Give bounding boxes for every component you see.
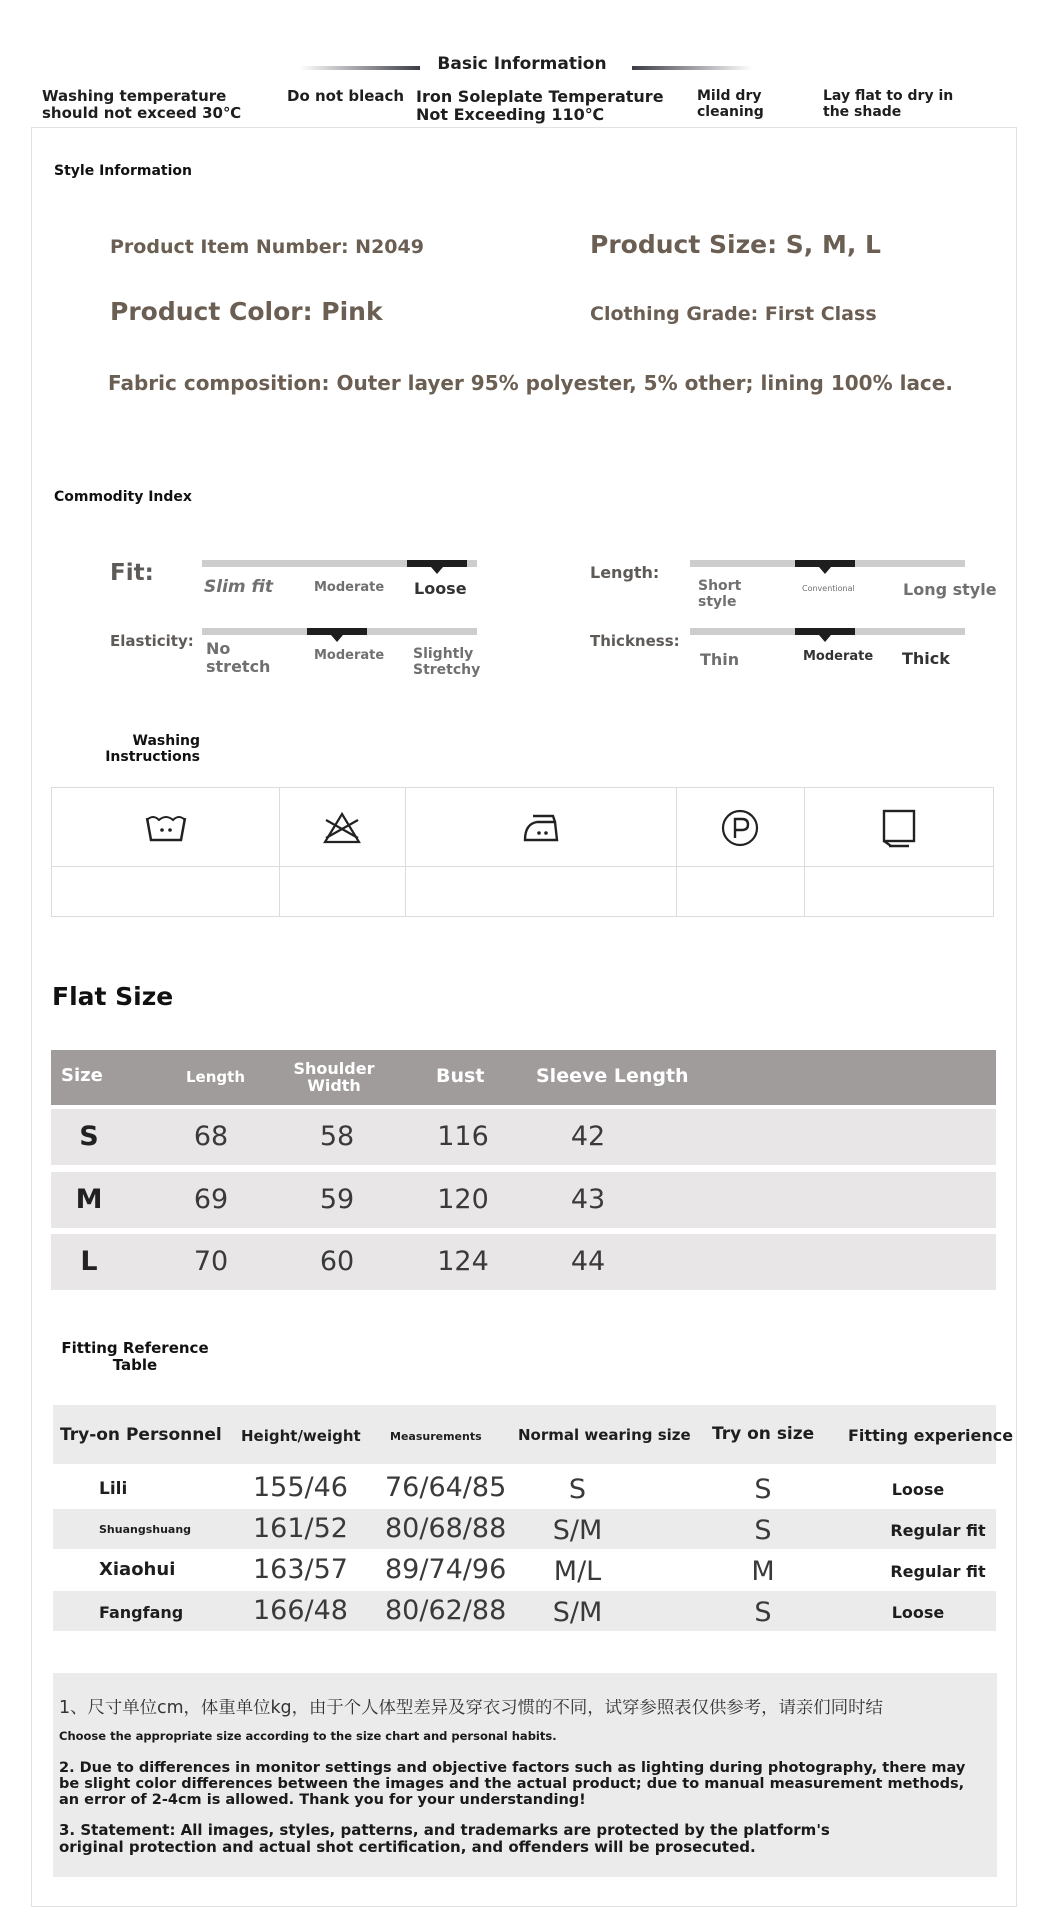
- elasticity-marker: [307, 628, 367, 635]
- thickness-option-thick: Thick: [902, 649, 950, 668]
- fit-cell-try-on-size: S: [754, 1515, 772, 1546]
- fit-cell-measurements: 89/74/96: [385, 1554, 507, 1585]
- product-size: Product Size: S, M, L: [590, 230, 881, 259]
- fit-cell-name: Xiaohui: [99, 1559, 176, 1580]
- wash-text-iron: Iron Soleplate Temperature Not Exceeding 110℃: [416, 87, 664, 125]
- fabric-composition: Fabric composition: Outer layer 95% polyester, 5% other; lining 100% lace.: [108, 371, 953, 395]
- flat-cell-sleeve: 42: [570, 1121, 606, 1152]
- elasticity-option-no-stretch: No stretch: [206, 639, 271, 677]
- fit-cell-experience: Loose: [891, 1480, 945, 1499]
- flat-cell-length: 69: [193, 1184, 229, 1215]
- flat-cell-size: L: [80, 1246, 98, 1277]
- fitting-row: [53, 1591, 996, 1631]
- flat-cell-size: S: [79, 1121, 99, 1152]
- fit-bar: [202, 560, 477, 567]
- commodity-index-label: Commodity Index: [54, 489, 192, 505]
- style-info-label: Style Information: [54, 163, 192, 179]
- fit-cell-experience: Regular fit: [890, 1521, 986, 1540]
- flat-cell-shoulder: 59: [319, 1184, 355, 1215]
- fit-header-personnel: Try-on Personnel: [60, 1425, 222, 1445]
- fitting-row: [53, 1509, 996, 1549]
- flat-cell-shoulder: 58: [319, 1121, 355, 1152]
- fit-option-slim: Slim fit: [204, 577, 274, 597]
- fit-cell-height-weight: 163/57: [253, 1554, 348, 1585]
- fit-cell-name: Fangfang: [99, 1603, 184, 1622]
- washing-divider: [52, 866, 993, 867]
- thickness-option-thin: Thin: [700, 650, 740, 669]
- flat-size-row: [51, 1172, 996, 1228]
- fitting-row: [53, 1550, 996, 1590]
- elasticity-option-moderate: Moderate: [314, 648, 385, 663]
- wash-text-dry-clean: Mild dry cleaning: [697, 88, 764, 121]
- dry-clean-cell: [676, 788, 805, 916]
- dry-flat-shade-icon: [877, 808, 921, 848]
- fit-cell-try-on-size: S: [754, 1597, 772, 1628]
- flat-cell-size: M: [75, 1184, 103, 1215]
- length-option-short: Short style: [698, 578, 742, 611]
- flat-size-title: Flat Size: [52, 982, 174, 1011]
- washing-table: [51, 787, 994, 917]
- fitting-title: Fitting Reference Table: [61, 1339, 209, 1374]
- fit-cell-measurements: 80/68/88: [385, 1513, 507, 1544]
- fit-cell-name: Lili: [99, 1479, 128, 1499]
- note-line-2: 2. Due to differences in monitor settings and objective factors such as lighting during photography, there may be slight color differences between the images and the actual product; due to manual measurement methods, an error of 2-4cm is allowed. Thank you for your understanding!: [59, 1760, 966, 1808]
- page-title: Basic Information: [437, 54, 607, 74]
- elasticity-label: Elasticity:: [110, 632, 194, 650]
- fit-cell-experience: Regular fit: [890, 1562, 986, 1581]
- fit-cell-try-on-size: S: [754, 1474, 772, 1505]
- fit-cell-normal-size: S/M: [552, 1515, 603, 1546]
- fit-cell-height-weight: 155/46: [253, 1472, 348, 1503]
- fit-option-loose: Loose: [414, 579, 467, 598]
- wash-cell: [52, 788, 280, 916]
- flat-cell-bust: 116: [437, 1121, 489, 1152]
- thickness-label: Thickness:: [590, 632, 680, 650]
- iron-icon: [519, 808, 563, 848]
- header-decor-right: [632, 66, 752, 70]
- flat-cell-length: 68: [193, 1121, 229, 1152]
- washing-label: Washing Instructions: [105, 733, 200, 766]
- thickness-marker: [795, 628, 855, 635]
- elasticity-bar: [202, 628, 477, 635]
- flat-size-header: [51, 1050, 996, 1105]
- fit-cell-experience: Loose: [891, 1603, 945, 1622]
- flat-header-size: Size: [61, 1065, 103, 1086]
- fit-label: Fit:: [110, 560, 154, 586]
- flat-header-bust: Bust: [436, 1065, 485, 1087]
- flat-header-length: Length: [186, 1068, 245, 1086]
- length-marker-arrow: [819, 567, 831, 574]
- flat-size-row: [51, 1234, 996, 1290]
- fit-cell-measurements: 80/62/88: [385, 1595, 507, 1626]
- fit-marker-arrow: [431, 567, 443, 574]
- length-option-long: Long style: [903, 580, 997, 599]
- note-line-1-cn: 1、尺寸单位cm，体重单位kg，由于个人体型差异及穿衣习惯的不同，试穿参照表仅供参考，请亲们同时结: [59, 1699, 883, 1718]
- wash-30-icon: [144, 808, 188, 848]
- product-color: Product Color: Pink: [110, 297, 383, 326]
- length-option-conventional: Conventional: [802, 584, 855, 593]
- no-bleach-icon: [320, 808, 364, 848]
- flat-cell-bust: 124: [437, 1246, 489, 1277]
- fit-cell-normal-size: M/L: [553, 1556, 602, 1587]
- notes-panel: [53, 1673, 997, 1877]
- fit-header-try-on-size: Try on size: [712, 1424, 815, 1444]
- flat-cell-sleeve: 43: [570, 1184, 606, 1215]
- fit-cell-height-weight: 161/52: [253, 1513, 348, 1544]
- iron-cell: [405, 788, 677, 916]
- item-number: Product Item Number: N2049: [110, 236, 424, 258]
- flat-cell-sleeve: 44: [570, 1246, 606, 1277]
- fit-cell-name: Shuangshuang: [99, 1523, 192, 1536]
- flat-header-shoulder: Shoulder Width: [293, 1059, 375, 1095]
- flat-cell-bust: 120: [437, 1184, 489, 1215]
- flat-header-sleeve: Sleeve Length: [536, 1065, 689, 1087]
- dry-flat-cell: [804, 788, 993, 916]
- fitting-row: [53, 1468, 996, 1508]
- thickness-bar: [690, 628, 965, 635]
- fit-header-height-weight: Height/weight: [241, 1427, 361, 1445]
- fit-cell-measurements: 76/64/85: [385, 1472, 507, 1503]
- note-line-3: 3. Statement: All images, styles, patterns, and trademarks are protected by the platform's original protection and actual shot certification, and offenders will be prosecuted.: [59, 1821, 830, 1856]
- length-marker: [795, 560, 855, 567]
- wash-text-dry-flat: Lay flat to dry in the shade: [823, 88, 954, 121]
- elasticity-marker-arrow: [331, 635, 343, 642]
- note-line-1-en: Choose the appropriate size according to the size chart and personal habits.: [59, 1729, 557, 1743]
- thickness-option-moderate: Moderate: [803, 649, 874, 664]
- wash-text-temperature: Washing temperature should not exceed 30℃: [42, 87, 242, 123]
- elasticity-option-slightly-stretchy: Slightly Stretchy: [413, 646, 481, 679]
- thickness-marker-arrow: [819, 635, 831, 642]
- fit-cell-normal-size: S/M: [552, 1597, 603, 1628]
- fit-marker: [407, 560, 467, 567]
- length-label: Length:: [590, 563, 660, 582]
- fit-cell-height-weight: 166/48: [253, 1595, 348, 1626]
- fit-cell-normal-size: S: [568, 1474, 587, 1505]
- fitting-header: [53, 1405, 1014, 1464]
- flat-size-row: [51, 1109, 996, 1165]
- dry-clean-icon: [718, 808, 762, 848]
- fit-cell-try-on-size: M: [751, 1556, 775, 1587]
- length-bar: [690, 560, 965, 567]
- fit-option-moderate: Moderate: [314, 580, 385, 595]
- fit-header-experience: Fitting experience: [848, 1426, 1014, 1445]
- flat-cell-length: 70: [193, 1246, 229, 1277]
- flat-cell-shoulder: 60: [319, 1246, 355, 1277]
- fit-header-measurements: Measurements: [390, 1430, 482, 1443]
- bleach-cell: [279, 788, 406, 916]
- fit-header-normal-size: Normal wearing size: [518, 1426, 691, 1444]
- wash-text-bleach: Do not bleach: [287, 87, 405, 105]
- clothing-grade: Clothing Grade: First Class: [590, 303, 877, 325]
